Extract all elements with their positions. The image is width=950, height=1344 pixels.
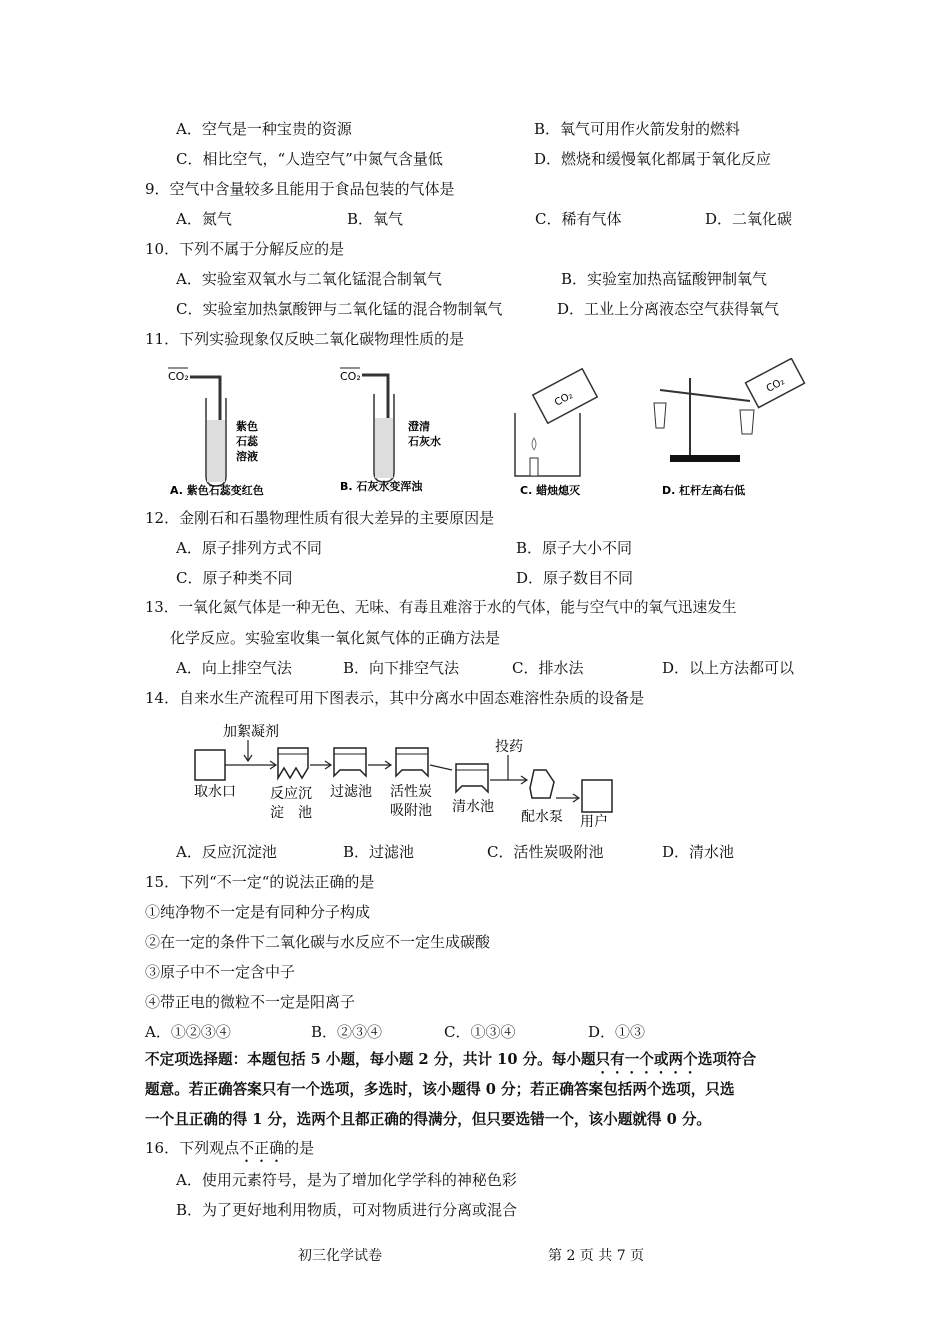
q14-stem: 14．自来水生产流程可用下图表示，其中分离水中固态难溶性杂质的设备是	[145, 689, 645, 707]
stand-base	[670, 455, 740, 462]
q12-stem: 12．金刚石和石墨物理性质有很大差异的主要原因是	[145, 509, 495, 527]
section-line1-pre: 不定项选择题：本题包括 5 小题，每小题 2 分，共计 10 分。每小题	[145, 1051, 596, 1068]
q10-option-c: C．实验室加热氯酸钾与二氧化锰的混合物制氧气	[176, 300, 503, 318]
q16-stem-pre: 16．下列观点	[145, 1139, 240, 1157]
intake-label: 取水口	[194, 784, 236, 800]
co2-label-c: CO₂	[552, 390, 575, 409]
litmus-label-3: 溶液	[236, 450, 258, 463]
q8-option-c: C．相比空气，“人造空气”中氮气含量低	[176, 150, 443, 168]
q12-option-b: B．原子大小不同	[516, 539, 633, 557]
lever-bar	[660, 390, 750, 401]
co2-label-a: CO₂	[168, 370, 189, 383]
experiment-c	[515, 369, 597, 497]
q15-statement-4: ④带正电的微粒不一定是阳离子	[145, 993, 356, 1011]
q12-option-a: A．原子排列方式不同	[176, 539, 322, 557]
q13-stem-line2: 化学反应。实验室收集一氧化氮气体的正确方法是	[170, 629, 501, 647]
co2-label-d: CO₂	[764, 376, 787, 395]
q15-statement-3: ③原子中不一定含中子	[145, 963, 296, 981]
arrow-4	[430, 765, 452, 770]
coagulant-label: 加絮凝剂	[223, 724, 279, 740]
q15-stem: 15．下列“不一定“的说法正确的是	[145, 873, 375, 891]
pump-label: 配水泵	[521, 809, 563, 825]
section-instructions-line2: 题意。若正确答案只有一个选项，多选时，该小题得 0 分；若正确答案包括两个选项，只选	[145, 1081, 735, 1098]
q9-option-b: B．氧气	[347, 210, 404, 228]
clear-tank	[456, 764, 488, 792]
footer-page-number: 第 2 页 共 7 页	[548, 1248, 645, 1264]
q9-option-c: C．稀有气体	[535, 210, 622, 228]
water-treatment-flowchart	[190, 718, 620, 830]
q13-option-d: D．以上方法都可以	[662, 659, 795, 677]
section-line1-post: 选项符合	[697, 1051, 757, 1068]
q16-stem	[145, 1138, 314, 1166]
filter-tank	[334, 748, 366, 776]
q8-option-d: D．燃烧和缓慢氧化都属于氧化反应	[534, 150, 772, 168]
carbon-label-2: 吸附池	[390, 803, 432, 819]
smoke	[532, 438, 536, 450]
carbon-tank	[396, 748, 428, 776]
experiment-d	[654, 358, 805, 497]
litmus-label-1: 紫色	[236, 420, 258, 433]
q8-option-a: A．空气是一种宝贵的资源	[176, 120, 352, 138]
q11-experiment-figure	[160, 358, 810, 503]
candle	[530, 458, 538, 476]
cup-left	[654, 403, 666, 428]
q15-option-b: B．②③④	[311, 1023, 383, 1041]
q15-option-a: A．①②③④	[145, 1023, 231, 1041]
cup-right	[740, 410, 754, 434]
footer-title: 初三化学试卷	[298, 1248, 382, 1264]
liquid-a	[207, 420, 225, 482]
caption-d: D. 杠杆左高右低	[662, 484, 746, 497]
q10-stem: 10．下列不属于分解反应的是	[145, 240, 345, 258]
q16-option-b: B．为了更好地利用物质，可对物质进行分离或混合	[176, 1201, 518, 1219]
q15-option-c: C．①③④	[444, 1023, 516, 1041]
sedimentation-label-2: 淀 池	[270, 805, 312, 821]
q12-option-c: C．原子种类不同	[176, 569, 293, 587]
limewater-label-1: 澄清	[408, 420, 430, 433]
caption-c: C. 蜡烛熄灭	[520, 484, 581, 497]
q15-statement-2: ②在一定的条件下二氧化碳与水反应不一定生成碳酸	[145, 933, 491, 951]
intake-box	[195, 750, 225, 780]
user-box	[582, 780, 612, 812]
q16-option-a: A．使用元素符号，是为了增加化学学科的神秘色彩	[176, 1171, 517, 1189]
q14-option-a: A．反应沉淀池	[176, 843, 277, 861]
caption-b: B. 石灰水变浑浊	[340, 480, 423, 493]
section-instructions-line1	[145, 1050, 756, 1077]
litmus-label-2: 石蕊	[236, 435, 258, 448]
sedimentation-tank	[278, 748, 308, 778]
carbon-label-1: 活性炭	[390, 784, 432, 800]
section-line1-emphasis: 只有一个或两个	[595, 1051, 698, 1068]
q8-option-b: B．氧气可用作火箭发射的燃料	[534, 120, 741, 138]
clear-label: 清水池	[452, 799, 494, 815]
experiment-a	[168, 368, 264, 497]
experiment-b	[340, 368, 441, 493]
q15-option-d: D．①③	[588, 1023, 646, 1041]
q13-stem-line1: 13．一氧化氮气体是一种无色、无味、有毒且难溶于水的气体，能与空气中的氧气迅速发生	[145, 599, 737, 616]
q14-option-c: C．活性炭吸附池	[487, 843, 604, 861]
pump-icon	[530, 770, 554, 798]
q9-option-d: D．二氧化碳	[705, 210, 793, 228]
section-instructions-line3: 一个且正确的得 1 分，选两个且都正确的得满分，但只要选错一个，该小题就得 0 分。	[145, 1111, 712, 1128]
q15-statement-1: ①纯净物不一定是有同种分子构成	[145, 903, 371, 921]
limewater-label-2: 石灰水	[408, 435, 441, 448]
liquid-b	[375, 418, 393, 478]
q11-stem: 11．下列实验现象仅反映二氧化碳物理性质的是	[145, 330, 465, 348]
q9-stem: 9．空气中含量较多且能用于食品包装的气体是	[145, 180, 455, 198]
caption-a: A. 紫色石蕊变红色	[170, 484, 264, 497]
q13-option-c: C．排水法	[512, 659, 584, 677]
q16-stem-post: 的是	[284, 1139, 315, 1157]
dose-label: 投药	[495, 739, 523, 755]
q10-option-a: A．实验室双氧水与二氧化锰混合制氧气	[176, 270, 442, 288]
sedimentation-label-1: 反应沉	[270, 786, 312, 802]
q14-option-d: D．清水池	[662, 843, 735, 861]
filter-label: 过滤池	[330, 784, 372, 800]
q12-option-d: D．原子数目不同	[516, 569, 634, 587]
q16-stem-emphasis: 不正确	[239, 1139, 285, 1157]
q13-option-a: A．向上排空气法	[176, 659, 292, 677]
q14-option-b: B．过滤池	[343, 843, 415, 861]
q9-option-a: A．氮气	[176, 210, 232, 228]
q10-option-b: B．实验室加热高锰酸钾制氧气	[561, 270, 768, 288]
q13-option-b: B．向下排空气法	[343, 659, 460, 677]
user-label: 用户	[580, 814, 608, 830]
co2-label-b: CO₂	[340, 370, 361, 383]
q10-option-d: D．工业上分离液态空气获得氧气	[557, 300, 780, 318]
